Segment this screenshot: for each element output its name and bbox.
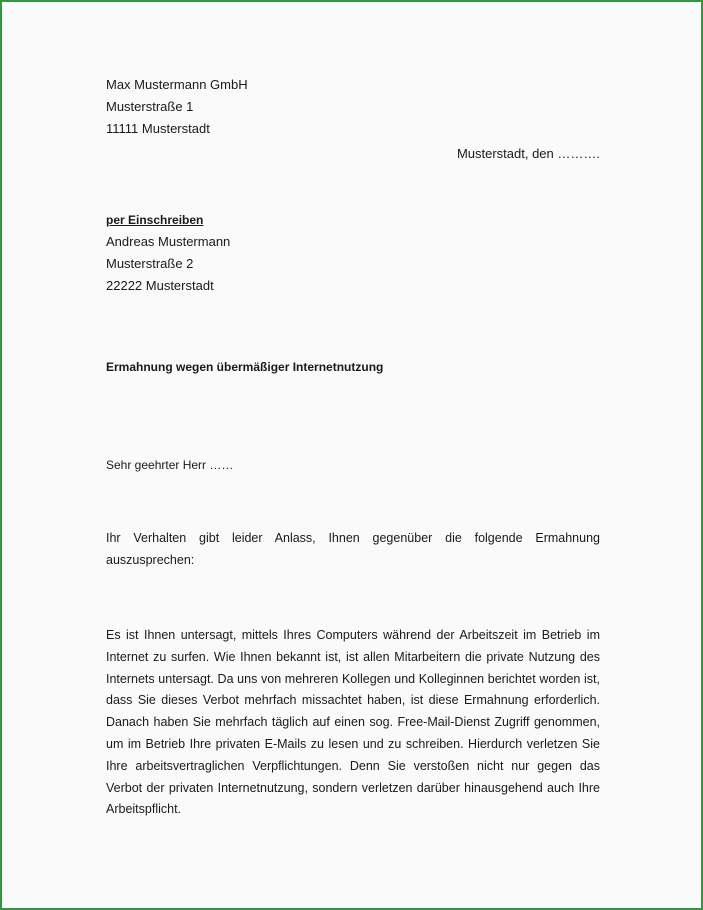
sender-street: Musterstraße 1 [106,99,194,114]
intro-paragraph: Ihr Verhalten gibt leider Anlass, Ihnen gegenüber die folgende Ermahnung auszusprechen: [106,531,600,567]
recipient-city: 22222 Musterstadt [106,278,214,293]
date-line: Musterstadt, den ………. [456,146,600,161]
delivery-method: per Einschreiben [106,213,204,227]
sender-city: 11111 Musterstadt [106,121,210,136]
recipient-name: Andreas Mustermann [106,234,231,249]
letter-subject: Ermahnung wegen übermäßiger Internetnutzung [106,360,384,374]
sender-company: Max Mustermann GmbH [106,77,248,92]
recipient-street: Musterstraße 2 [106,256,194,271]
salutation: Sehr geehrter Herr …… [106,458,234,472]
body-paragraph: Es ist Ihnen untersagt, mittels Ihres Computers während der Arbeitszeit im Betrieb im Internet zu surfen. Wie Ihnen bekannt ist, ist allen Mitarbeitern die private Nutzung des Internets untersagt. Da uns von mehreren Kollegen und Kolleginnen berichtet worden ist, dass Sie dieses Verbot mehrfach missachtet haben, ist diese Ermahnung erforderlich. Danach haben Sie mehrfach täglich auf einen sog. Free-Mail-Dienst Zugriff genommen, um im Betrieb Ihre privaten E-Mails zu lesen und zu schreiben. Hierdurch verletzen Sie Ihre arbeitsvertraglichen Verpflichtungen. Denn Sie verstoßen nicht nur gegen das Verbot der privaten Internetnutzung, sondern verletzen darüber hinausgehend auch Ihre Arbeitspflicht. [106,628,600,817]
